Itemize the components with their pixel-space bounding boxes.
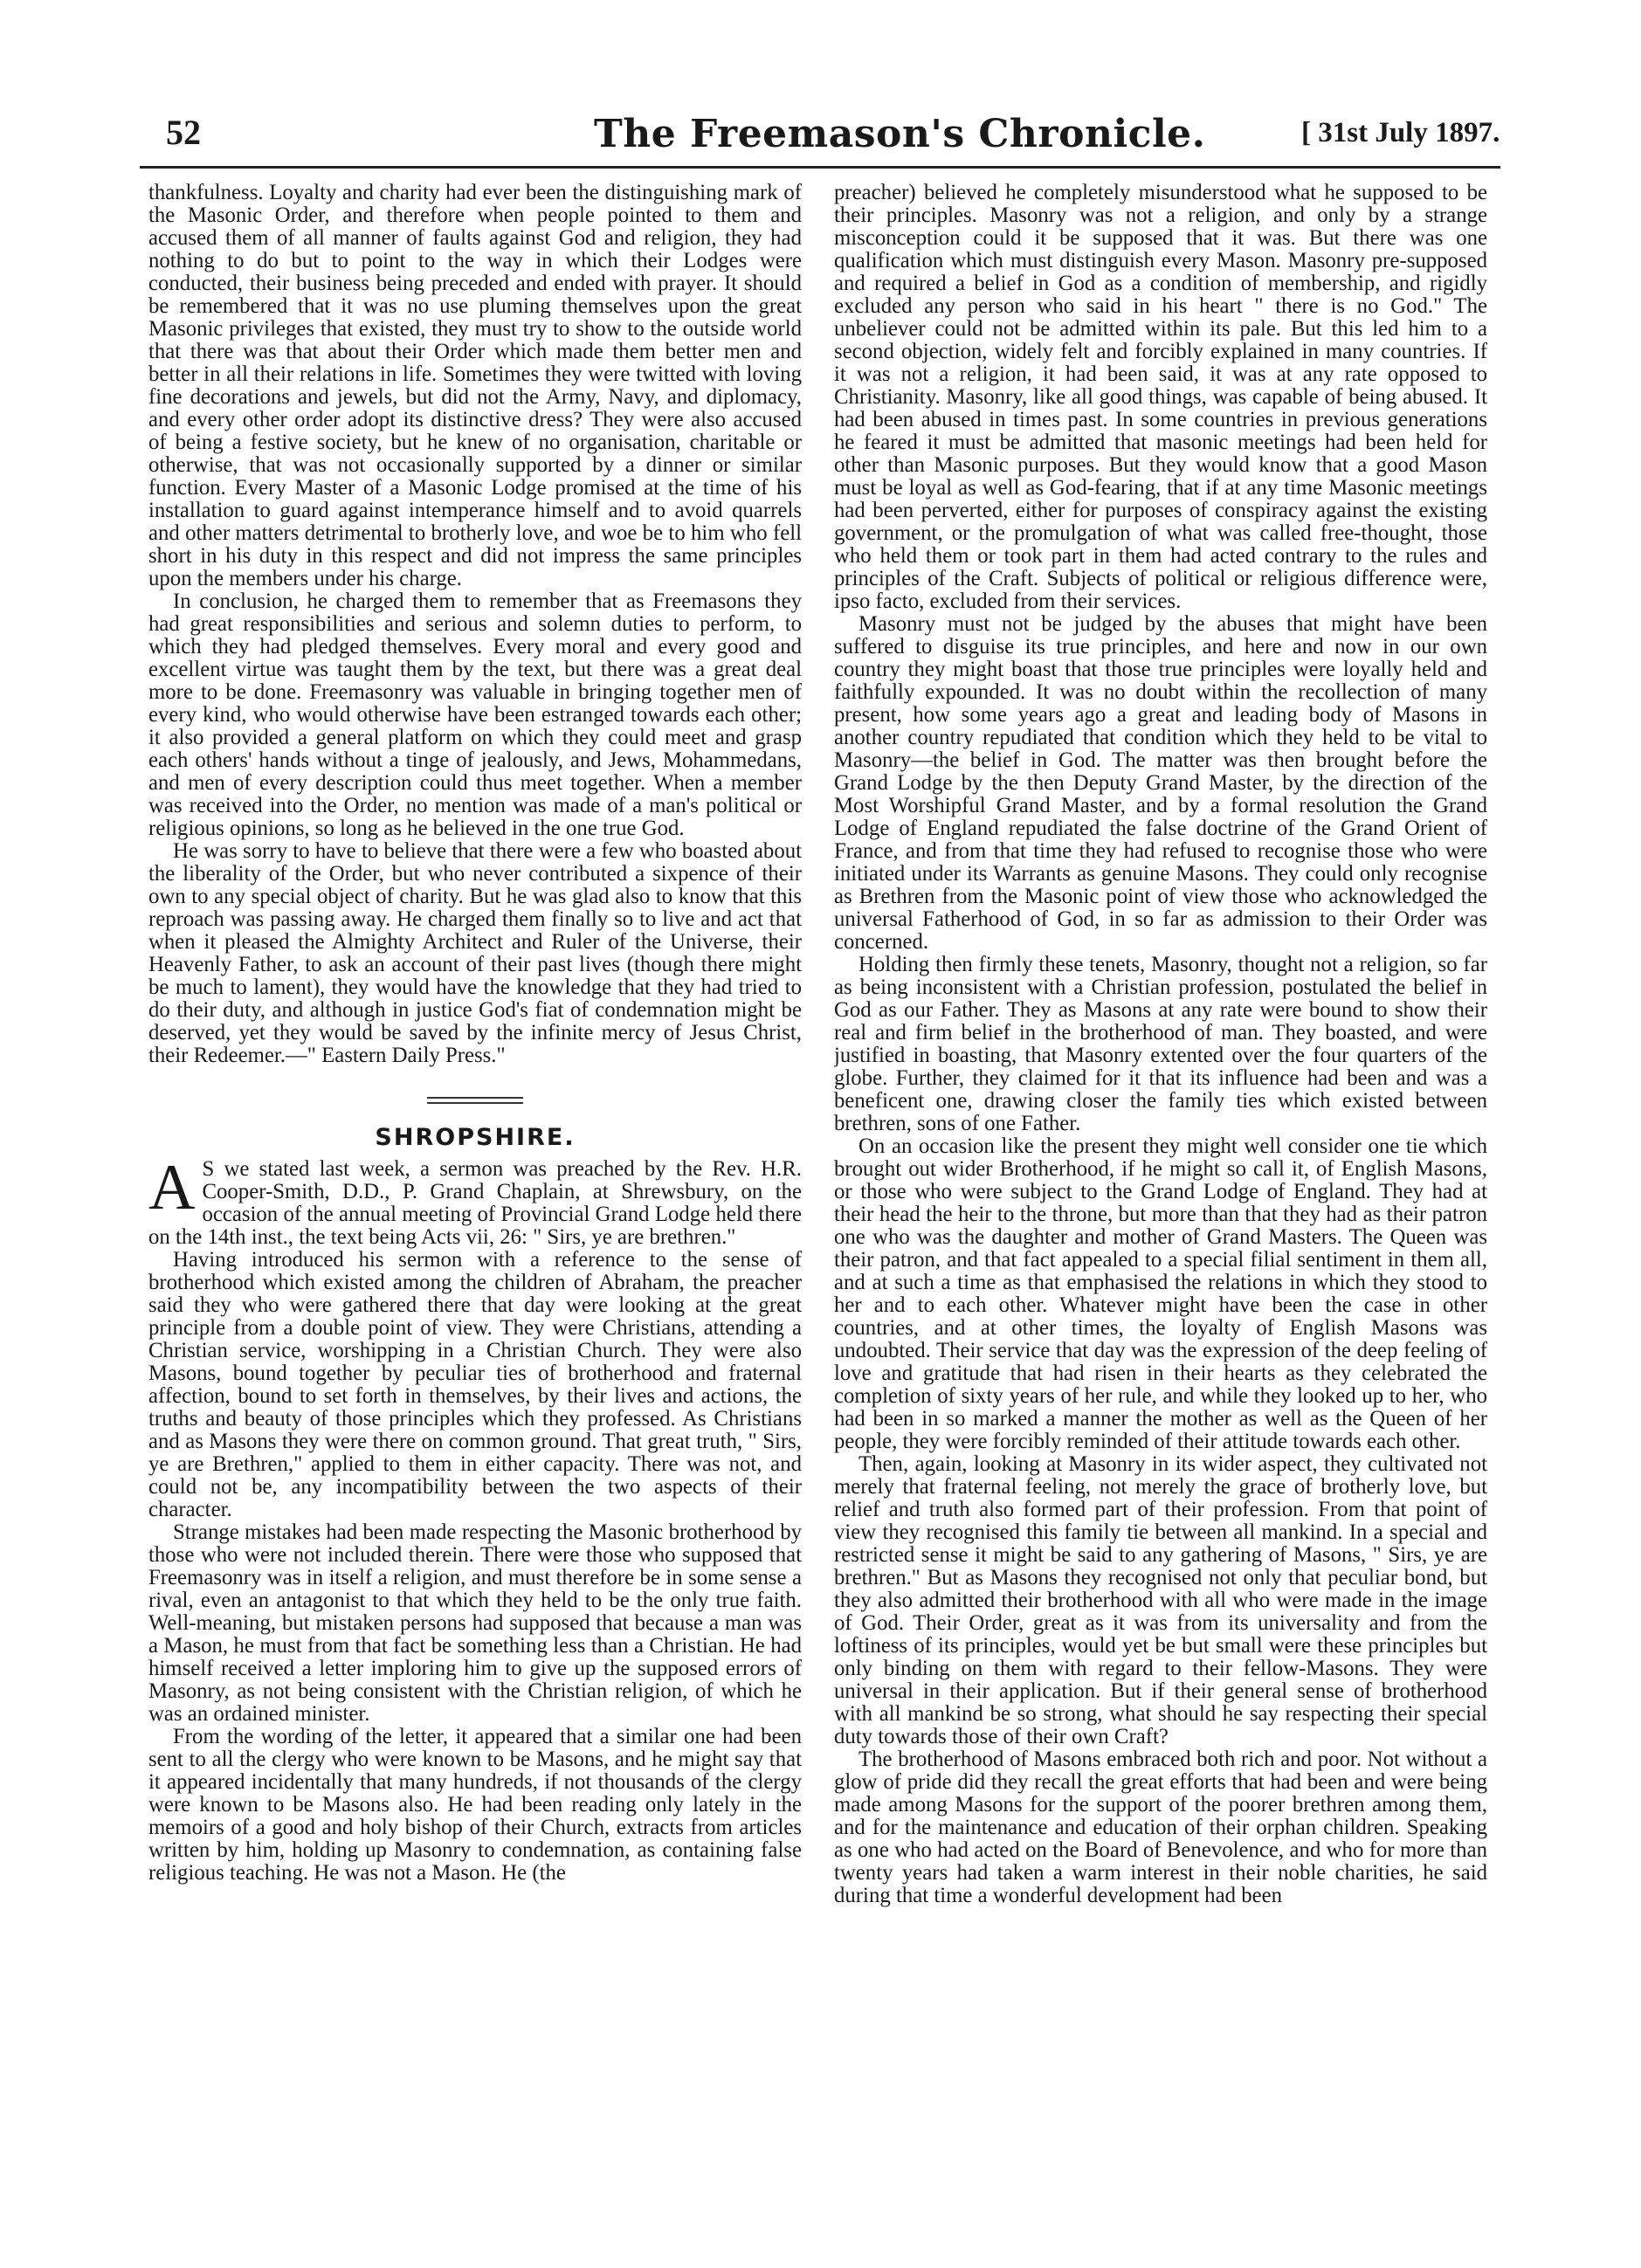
page-number: 52 bbox=[166, 113, 201, 152]
paragraph: Having introduced his sermon with a reference to the sense of brotherhood which existed among the children of Abraham, the preacher said they who were gathered there that day were looking at the great principle from a double point of view. They were Christians, attending a Christian service, worshipping in a Christian Church. They were also Masons, bound together by peculiar ties of brotherhood and fraternal affection, bound to set forth in themselves, by their lives and actions, the truths and beauty of those principles which they professed. As Christians and as Masons they were there on common ground. That great truth, " Sirs, ye are Brethren," applied to them in either capacity. There was not, and could not be, any incompatibility between the two aspects of their character. bbox=[148, 1248, 802, 1521]
section-heading: SHROPSHIRE. bbox=[375, 1124, 576, 1151]
right-column bbox=[834, 182, 1487, 2236]
paragraph: preacher) believed he completely misunderstood what he supposed to be their principles. Masonry was not a religion, and only by a strange misconception could it be supposed that it was. But there was one qualification which must distinguish every Mason. Masonry pre-supposed and required a belief in God as a condition of membership, and rigidly excluded any person who said in his heart " there is no God." The unbeliever could not be admitted within its pale. But this led him to a second objection, widely felt and forcibly explained in many countries. If it was not a religion, it had been said, it was at any rate opposed to Christianity. Masonry, like all good things, was capable of being abused. It had been abused in times past. In some countries in previous generations he feared it must be admitted that masonic meetings had been held for other than Masonic purposes. But they would know that a good Mason must be loyal as well as God-fearing, that if at any time Masonic meetings had been perverted, either for purposes of conspiracy against the existing government, or the promulgation of what was called free-thought, those who held them or took part in them had acted contrary to the rules and principles of the Craft. Subjects of political or religious difference were, ipso facto, excluded from their services. bbox=[834, 182, 1487, 613]
paragraph: He was sorry to have to believe that there were a few who boasted about the liberality of the Order, but who never contributed a sixpence of their own to any special object of charity. But he was glad also to know that this reproach was passing away. He charged them finally so to live and act that when it pleased the Almighty Architect and Ruler of the Universe, their Heavenly Father, to ask an account of their past lives (though there might be much to lament), they would have the knowledge that they had tried to do their duty, and although in justice God's fiat of condemnation might be deserved, yet they would be saved by the infinite mercy of Jesus Christ, their Redeemer.—" Eastern Daily Press." bbox=[148, 839, 802, 1067]
paragraph: From the wording of the letter, it appeared that a similar one had been sent to all the clergy who were known to be Masons, and he might say that it appeared incidentally that many hundreds, if not thousands of the clergy were known to be Masons also. He had been reading only lately in the memoirs of a good and holy bishop of their Church, extracts from articles written by him, holding up Masonry to condemnation, as containing false religious teaching. He was not a Mason. He (the bbox=[148, 1725, 802, 1885]
lead-text: S we stated last week, a sermon was preached by the Rev. H.R. Cooper-Smith, D.D., P. Grand Chaplain, at Shrewsbury, on the occasion of the annual meeting of Provincial Grand Lodge held there on the 14th inst., the text being Acts vii, 26: " Sirs, ye are brethren." bbox=[148, 1157, 802, 1249]
paragraph: thankfulness. Loyalty and charity had ever been the distinguishing mark of the Masonic Order, and therefore when people pointed to them and accused them of all manner of faults against God and religion, they had nothing to do but to point to the way in which their Lodges were conducted, their business being preceded and ended with prayer. It should be remembered that it was no use pluming themselves upon the great Masonic privileges that existed, they must try to show to the outside world that there was that about their Order which made them better men and better in all their relations in life. Sometimes they were twitted with loving fine decorations and jewels, but did not the Army, Navy, and diplomacy, and every other order adopt its distinctive dress? They were also accused of being a festive society, but he knew of no organisation, charitable or otherwise, that was not occasionally supported by a dinner or similar function. Every Master of a Masonic Lodge promised at the time of his installation to guard against intemperance himself and to avoid quarrels and other matters detrimental to brotherly love, and woe be to him who fell short in his duty in this respect and did not impress the same principles upon the members under his charge. bbox=[148, 182, 802, 590]
drop-cap: A bbox=[148, 1152, 196, 1224]
paragraph: Masonry must not be judged by the abuses that might have been suffered to disguise its true principles, and here and now in our own country they might boast that those true principles were loyally held and faithfully expounded. It was no doubt within the recollection of many present, how some years ago a great and leading body of Masons in another country repudiated that condition which they held to be vital to Masonry—the belief in God. The matter was then brought before the Grand Lodge by the then Deputy Grand Master, by the direction of the Most Worshipful Grand Master, and by a formal resolution the Grand Lodge of England repudiated the false doctrine of the Grand Orient of France, and from that time they had refused to recognise those who were initiated under its Warrants as genuine Masons. They could only recognise as Brethren from the Masonic point of view those who acknowledged the universal Fatherhood of God, in so far as admission to their Order was concerned. bbox=[834, 612, 1487, 954]
left-column bbox=[148, 182, 802, 2236]
header-rule bbox=[140, 166, 1500, 169]
paragraph: Strange mistakes had been made respecting the Masonic brotherhood by those who were not included therein. There were those who supposed that Freemasonry was in itself a religion, and must therefore be in some sense a rival, even an antagonist to that which they held to be the only true faith. Well-meaning, but mistaken persons had supposed that because a man was a Mason, he must from that fact be something less than a Christian. He had himself received a letter imploring him to give up the supposed errors of Masonry, as not being consistent with the Christian religion, of which he was an ordained minister. bbox=[148, 1520, 802, 1726]
paragraph: Then, again, looking at Masonry in its wider aspect, they cultivated not merely that fraternal feeling, not merely the grace of brotherly love, but relief and truth also formed part of their profession. From that point of view they recognised this family tie between all mankind. In a special and restricted sense it might be said to any gathering of Masons, " Sirs, ye are brethren." But as Masons they recognised not only that peculiar bond, but they also admitted their brotherhood with all who were made in the image of God. Their Order, great as it was from its universality and from the loftiness of its principles, would yet be but small were these principles but only binding on them with regard to their fellow-Masons. They were universal in their application. But if their general sense of brotherhood with all mankind be so strong, what should he say respecting their special duty towards those of their own Craft? bbox=[834, 1452, 1487, 1748]
paragraph: The brotherhood of Masons embraced both rich and poor. Not without a glow of pride did they recall the great efforts that had been and were being made among Masons for the support of the poorer brethren among them, and for the maintenance and education of their orphan children. Speaking as one who had acted on the Board of Benevolence, and who for more than twenty years had taken a warm interest in their noble charities, he said during that time a wonderful development had been bbox=[834, 1748, 1487, 1907]
issue-date: [ 31st July 1897. bbox=[1301, 117, 1500, 148]
paragraph: Holding then firmly these tenets, Masonry, thought not a religion, so far as being inconsistent with a Christian profession, postulated the belief in God as our Father. They as Masons at any rate were bound to show their real and firm belief in the brotherhood of man. They boasted, and were justified in boasting, that Masonry extented over the four quarters of the globe. Further, they claimed for it that its influence had been and was a beneficent one, drawing closer the family ties which existed between brethren, sons of one Father. bbox=[834, 953, 1487, 1135]
lead-paragraph bbox=[148, 1152, 802, 1249]
masthead-title: The Freemason's Chronicle. bbox=[594, 112, 1206, 156]
page-header bbox=[0, 112, 1641, 164]
section-divider bbox=[427, 1097, 523, 1104]
paragraph: In conclusion, he charged them to remember that as Freemasons they had great responsibilities and serious and solemn duties to perform, to which they had pledged themselves. Every moral and every good and excellent virtue was taught them by the text, but there was a great deal more to be done. Freemasonry was valuable in bringing together men of every kind, who would otherwise have been estranged towards each other; it also provided a general platform on which they could meet and grasp each others' hands without a tinge of jealously, and Jews, Mohammedans, and men of every description could thus meet together. When a member was received into the Order, no mention was made of a man's political or religious opinions, so long as he believed in the one true God. bbox=[148, 589, 802, 840]
paragraph: On an occasion like the present they might well consider one tie which brought out wider Brotherhood, if he might so call it, of English Masons, or those who were subject to the Grand Lodge of England. They had at their head the heir to the throne, but more than that they had as their patron one who was the daughter and mother of Grand Masters. The Queen was their patron, and that fact appealed to a special filial sentiment in them all, and at such a time as that emphasised the relations in which they stood to her and to each other. Whatever might have been the case in other countries, and at other times, the loyalty of English Masons was undoubted. Their service that day was the expression of the deep feeling of love and gratitude that had risen in their hearts as they celebrated the completion of sixty years of her rule, and while they looked up to her, who had been in so marked a manner the mother as well as the Queen of her people, they were forcibly reminded of their attitude towards each other. bbox=[834, 1134, 1487, 1453]
